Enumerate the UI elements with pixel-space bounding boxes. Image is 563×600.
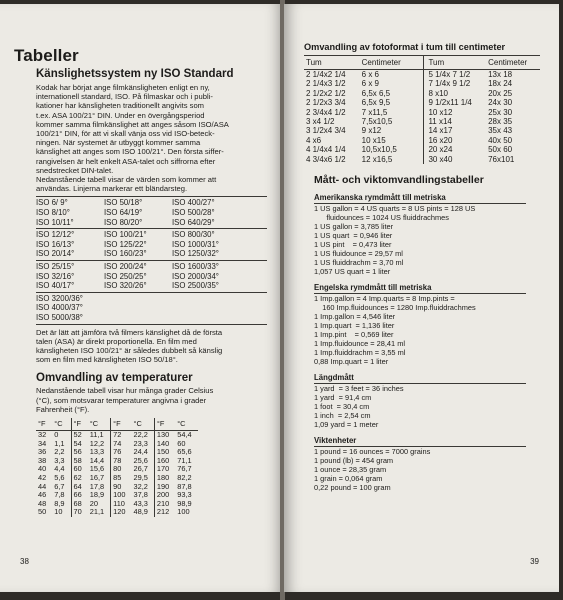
list-item: 1 pound (lb) = 454 gram: [314, 456, 394, 466]
iso-value: ISO 50/18°: [104, 198, 143, 208]
format-header: Centimeter: [486, 56, 540, 70]
temperature-heading: Omvandling av temperaturer: [36, 372, 193, 385]
temperature-intro-text: Nedanstående tabell visar hur många grader Celsius (°C), som motsvarar temperaturer angivna i grader Fahrenheit (°F).: [36, 386, 214, 414]
temp-cell: 16,7: [89, 472, 105, 482]
iso-value: ISO 4000/37°: [36, 303, 83, 313]
list-item: 160 Imp.fluidounces = 1280 Imp.fluiddrachmes: [314, 303, 476, 313]
temp-cell: 180: [154, 474, 175, 483]
temp-cell: 0: [54, 429, 59, 439]
temp-cell: 62: [71, 474, 88, 483]
format-cell: 2 1/2x2 1/2: [306, 88, 346, 98]
temp-cell: 54: [71, 440, 88, 449]
iso-value: ISO 800/30°: [172, 230, 215, 240]
temp-cell: 90: [111, 483, 132, 492]
iso-note-text: Det är lätt att jämföra två filmers känslighet då de första talen (ASA) är direkt proportionella. En film med känsligheten ISO 100/21° är således dubbelt så känslig som en film med känsligheten ISO 50/18°.: [36, 327, 223, 365]
temp-cell: 140: [154, 440, 175, 449]
format-cell: 3 x4 1/2: [306, 117, 335, 127]
format-cell: 13x 18: [488, 70, 513, 79]
iso-row: [36, 240, 267, 250]
iso-value: ISO 1600/33°: [172, 262, 219, 271]
temp-cell: 48,9: [133, 507, 148, 517]
iso-value: ISO 64/19°: [104, 208, 143, 218]
temp-cell: 60: [177, 438, 186, 448]
format-cell: 50x 60: [488, 145, 513, 155]
format-heading: Omvandling av fotoformat i tum till centimeter: [304, 42, 506, 52]
page-number-left: 38: [20, 557, 29, 566]
format-cell: 5 1/4x 7 1/2: [424, 70, 486, 80]
conversion-heading: Mått- och viktomvandlingstabeller: [314, 174, 484, 187]
temp-cell: 160: [154, 457, 175, 466]
list-item: 1,057 US quart = 1 liter: [314, 267, 391, 277]
format-cell: 10 x15: [361, 135, 386, 145]
temp-cell: 12,2: [89, 438, 105, 448]
list-item: 1 US pint = 0,473 liter: [314, 240, 392, 250]
temp-cell: 10: [54, 507, 63, 517]
section-title: Längdmått: [314, 373, 526, 384]
temp-cell: 76: [111, 448, 132, 457]
temp-cell: 65,6: [177, 447, 192, 457]
temp-cell: 71,1: [177, 455, 192, 465]
temp-cell: 78: [111, 457, 132, 466]
temp-cell: 6,7: [54, 481, 65, 491]
list-item: 1 US quart = 0,946 liter: [314, 231, 393, 241]
temp-cell: 100: [111, 491, 132, 500]
temp-cell: 21,1: [89, 507, 105, 517]
format-cell: 10,5x10,5: [361, 145, 397, 155]
iso-row: [36, 262, 267, 272]
iso-section-heading: Känslighetssystem ny ISO Standard: [36, 68, 234, 80]
list-item: 1 foot = 30,4 cm: [314, 402, 370, 412]
temp-cell: 40: [38, 464, 47, 474]
temp-cell: 37,8: [133, 490, 148, 500]
iso-value: ISO 12/12°: [36, 230, 75, 240]
temp-header: °F: [71, 418, 88, 431]
page-number-right: 39: [530, 557, 539, 566]
iso-table: [14, 196, 267, 324]
temp-cell: 34: [38, 438, 47, 448]
temp-cell: 25,6: [133, 455, 148, 465]
iso-group: [36, 260, 267, 292]
table-row: [304, 89, 540, 98]
temp-cell: 66: [71, 491, 88, 500]
temperature-table: [36, 418, 198, 517]
temp-cell: 22,2: [133, 429, 148, 439]
temp-cell: 17,8: [89, 481, 105, 491]
iso-value: ISO 6/ 9°: [36, 198, 68, 208]
format-cell: 6 x 9: [361, 79, 379, 89]
format-header: Centimeter: [360, 56, 424, 70]
temp-header: °C: [88, 418, 111, 431]
temp-cell: 42: [38, 472, 47, 482]
page-title: Tabeller: [14, 46, 79, 65]
iso-value: ISO 5000/38°: [36, 312, 83, 322]
temp-cell: 43,3: [133, 498, 148, 508]
temp-cell: 32,2: [133, 481, 148, 491]
temp-cell: 1,1: [54, 438, 65, 448]
temp-cell: 44: [38, 481, 47, 491]
format-cell: 35x 43: [488, 126, 513, 136]
format-cell: 2 3/4x4 1/2: [306, 107, 346, 117]
format-cell: 8 x10: [424, 89, 486, 98]
temp-cell: 18,9: [89, 490, 105, 500]
list-item: 1 US fluidounce = 29,57 ml: [314, 249, 403, 259]
temp-cell: 8,9: [54, 498, 65, 508]
iso-row: [36, 281, 267, 291]
iso-value: ISO 3200/36°: [36, 293, 83, 303]
table-row: [36, 508, 198, 517]
format-cell: 9 x12: [361, 126, 382, 136]
iso-group: [36, 292, 267, 325]
iso-value: ISO 250/25°: [104, 271, 147, 281]
list-item: 1 Imp.pint = 0,569 liter: [314, 330, 394, 340]
conversion-section: [314, 283, 526, 366]
format-cell: 2 1/4x2 1/4: [306, 70, 346, 79]
temp-cell: 38: [38, 455, 47, 465]
temp-cell: 100: [177, 507, 190, 517]
temp-cell: 46: [38, 490, 47, 500]
iso-value: [172, 313, 240, 323]
list-item: 1 yard = 91,4 cm: [314, 393, 372, 403]
iso-value: ISO 10/11°: [36, 217, 74, 227]
format-cell: 11 x14: [424, 117, 486, 126]
conversion-section: [314, 373, 526, 429]
list-item: 1 US fluiddrachm = 3,70 ml: [314, 258, 404, 268]
temp-cell: 36: [38, 447, 47, 457]
temp-cell: 68: [71, 500, 88, 509]
temp-cell: 5,6: [54, 472, 65, 482]
iso-group: [36, 228, 267, 260]
list-item: fluidounces = 1024 US fluiddrachmes: [314, 213, 449, 223]
format-cell: 76x101: [488, 154, 515, 164]
temp-cell: 54,4: [177, 429, 192, 439]
format-cell: 16 x20: [424, 136, 486, 145]
temp-cell: 80: [111, 465, 132, 474]
conversion-section: [314, 193, 526, 276]
temp-cell: 32: [38, 429, 47, 439]
temp-header: °C: [175, 418, 197, 431]
temp-cell: 93,3: [177, 490, 192, 500]
temp-cell: 48: [38, 498, 47, 508]
temp-cell: 64: [71, 483, 88, 492]
temp-cell: 150: [154, 448, 175, 457]
temp-cell: 85: [111, 474, 132, 483]
list-item: 1 grain = 0,064 gram: [314, 474, 383, 484]
format-cell: 6,5x 6,5: [361, 88, 391, 98]
iso-value: ISO 160/23°: [104, 249, 147, 259]
iso-value: ISO 1000/31°: [172, 239, 219, 249]
temp-cell: 52: [71, 430, 88, 439]
temp-cell: 11,1: [89, 429, 104, 439]
list-item: 1 Imp.fluidounce = 28,41 ml: [314, 339, 406, 349]
iso-value: ISO 2000/34°: [172, 271, 219, 281]
temp-cell: 120: [111, 508, 132, 517]
iso-row: [36, 218, 267, 228]
list-item: 1 US gallon = 4 US quarts = 8 US pints = 128 US: [314, 204, 476, 214]
temp-cell: 210: [154, 500, 175, 509]
format-cell: 6,5x 9,5: [361, 98, 391, 108]
temp-cell: 14,4: [89, 455, 105, 465]
table-row: [304, 117, 540, 126]
iso-value: ISO 400/27°: [172, 198, 215, 208]
table-row: [304, 98, 540, 107]
temp-cell: 20: [89, 498, 98, 508]
conversion-section: [314, 436, 526, 492]
temp-cell: 15,6: [89, 464, 105, 474]
iso-value: [104, 303, 172, 313]
table-row: [304, 70, 540, 80]
format-cell: 4 1/4x4 1/4: [306, 145, 346, 155]
temp-cell: 82,2: [177, 472, 192, 482]
format-cell: 2 1/2x3 3/4: [306, 98, 346, 108]
temp-cell: 170: [154, 465, 175, 474]
table-row: [304, 136, 540, 145]
temp-cell: 72: [111, 430, 132, 439]
format-cell: 20 x24: [424, 145, 486, 154]
temp-cell: 23,3: [133, 438, 148, 448]
iso-row: [36, 294, 267, 304]
temp-header: °F: [154, 418, 175, 431]
temp-cell: 70: [71, 508, 88, 517]
iso-value: [172, 294, 240, 304]
format-cell: 14 x17: [424, 126, 486, 135]
list-item: 1 Imp.fluiddrachm = 3,55 ml: [314, 348, 406, 358]
format-cell: 12 x16,5: [361, 154, 393, 164]
iso-value: ISO 32/16°: [36, 271, 75, 281]
iso-value: ISO 40/17°: [36, 281, 75, 291]
format-cell: 7 x11,5: [361, 107, 388, 117]
list-item: 1 ounce = 28,35 gram: [314, 465, 387, 475]
section-title: Viktenheter: [314, 436, 526, 447]
format-cell: 4 x6: [306, 135, 322, 145]
temp-cell: 56: [71, 448, 88, 457]
format-cell: 2 1/4x3 1/2: [306, 79, 346, 89]
iso-value: ISO 16/13°: [36, 239, 75, 249]
format-cell: 6 x 6: [361, 70, 379, 79]
table-row: [304, 126, 540, 135]
iso-value: ISO 25/15°: [36, 262, 75, 271]
table-row: [304, 108, 540, 117]
temp-cell: 110: [111, 500, 132, 509]
iso-value: ISO 320/26°: [104, 281, 147, 291]
list-item: 1 Imp.quart = 1,136 liter: [314, 321, 395, 331]
list-item: 0,22 pound = 100 gram: [314, 483, 391, 493]
temp-cell: 7,8: [54, 490, 65, 500]
list-item: 1 pound = 16 ounces = 7000 grains: [314, 447, 431, 457]
table-row: [304, 145, 540, 154]
right-page: [284, 4, 559, 592]
format-cell: 20x 25: [488, 88, 513, 98]
list-item: 1,09 yard = 1 meter: [314, 420, 379, 430]
iso-value: ISO 640/29°: [172, 217, 215, 227]
iso-value: ISO 1250/32°: [172, 249, 219, 259]
temp-header: °C: [52, 418, 71, 431]
list-item: 1 inch = 2,54 cm: [314, 411, 371, 421]
list-item: 0,88 Imp.quart = 1 liter: [314, 357, 389, 367]
iso-value: ISO 20/14°: [36, 249, 75, 259]
format-cell: 28x 35: [488, 117, 513, 127]
iso-row: [36, 198, 267, 208]
format-cell: 18x 24: [488, 79, 513, 89]
iso-value: [172, 303, 240, 313]
temp-header: °F: [111, 418, 132, 431]
temp-cell: 190: [154, 483, 175, 492]
temp-cell: 58: [71, 457, 88, 466]
temp-cell: 2,2: [54, 447, 65, 457]
iso-row: [36, 272, 267, 282]
iso-row: [36, 249, 267, 259]
format-cell: 7 1/4x 9 1/2: [424, 79, 486, 88]
list-item: 1 Imp.gallon = 4,546 liter: [314, 312, 396, 322]
iso-value: [104, 294, 172, 304]
temp-cell: 130: [154, 430, 175, 439]
format-cell: 40x 50: [488, 135, 513, 145]
temp-cell: 200: [154, 491, 175, 500]
temp-header: °C: [131, 418, 154, 431]
iso-row: [36, 208, 267, 218]
temp-cell: 50: [38, 507, 47, 517]
temp-cell: 76,7: [177, 464, 192, 474]
temp-cell: 4,4: [54, 464, 65, 474]
format-cell: 24x 30: [488, 98, 513, 108]
format-header: Tum: [424, 56, 486, 70]
format-cell: 7,5x10,5: [361, 117, 393, 127]
iso-value: [104, 313, 172, 323]
format-cell: 3 1/2x4 3/4: [306, 126, 346, 136]
list-item: 1 yard = 3 feet = 36 inches: [314, 384, 404, 394]
iso-value: ISO 500/28°: [172, 208, 215, 218]
iso-value: ISO 200/24°: [104, 262, 147, 271]
iso-value: ISO 80/20°: [104, 217, 143, 227]
iso-row: [36, 313, 267, 323]
table-row: [304, 79, 540, 88]
temp-cell: 74: [111, 440, 132, 449]
iso-row: [36, 303, 267, 313]
format-cell: 9 1/2x11 1/4: [424, 98, 486, 107]
iso-value: ISO 8/10°: [36, 208, 70, 218]
temp-cell: 24,4: [133, 447, 148, 457]
format-cell: 4 3/4x6 1/2: [306, 154, 346, 164]
format-cell: 30 x40: [424, 155, 486, 164]
temp-cell: 3,3: [54, 455, 65, 465]
conversion-sections: [304, 193, 545, 492]
format-cell: 10 x12: [424, 108, 486, 117]
iso-value: ISO 100/21°: [104, 230, 147, 240]
format-table: [304, 55, 540, 164]
iso-row: [36, 230, 267, 240]
temp-header: °F: [36, 418, 52, 431]
temp-cell: 29,5: [133, 472, 148, 482]
section-title: Amerikanska rymdmått till metriska: [314, 193, 526, 204]
list-item: 1 Imp.gallon = 4 Imp.quarts = 8 Imp.pints =: [314, 294, 455, 304]
format-header: Tum: [304, 56, 360, 70]
temp-cell: 26,7: [133, 464, 148, 474]
iso-intro-text: Kodak har börjat ange filmkänsligheten enligt en ny, internationell standard, ISO. På filmaskar och i publi- kationer har känsligheten traditionellt angivits som t.ex. ASA 100/21° DIN. Under en övergångsperiod kommer samma filmkänslighet att anges såsom ISO/ASA 100/21° DIN, för att vi skall vänja oss vid ISO-beteck- ningen. När systemet är utbyggt kommer samma känslighet att anges som ISO 100/21°. Den första siffer- rangivelsen är helt enkelt ASA-talet och siffrorna efter snedstrecket DIN-talet. Nedanstående tabell visar de värden som kommer att användas. Linjerna markerar ett bländarsteg.: [36, 83, 229, 194]
iso-group: [36, 196, 267, 228]
temp-cell: 87,8: [177, 481, 192, 491]
left-page: [0, 4, 281, 592]
iso-value: ISO 125/22°: [104, 239, 147, 249]
list-item: 1 US gallon = 3,785 liter: [314, 222, 394, 232]
temp-cell: 212: [154, 508, 175, 517]
temp-cell: 13,3: [89, 447, 105, 457]
section-title: Engelska rymdmått till metriska: [314, 283, 526, 294]
temp-cell: 98,9: [177, 498, 192, 508]
format-cell: 25x 30: [488, 107, 513, 117]
temp-cell: 60: [71, 465, 88, 474]
iso-value: ISO 2500/35°: [172, 281, 219, 291]
table-row: [304, 155, 540, 164]
